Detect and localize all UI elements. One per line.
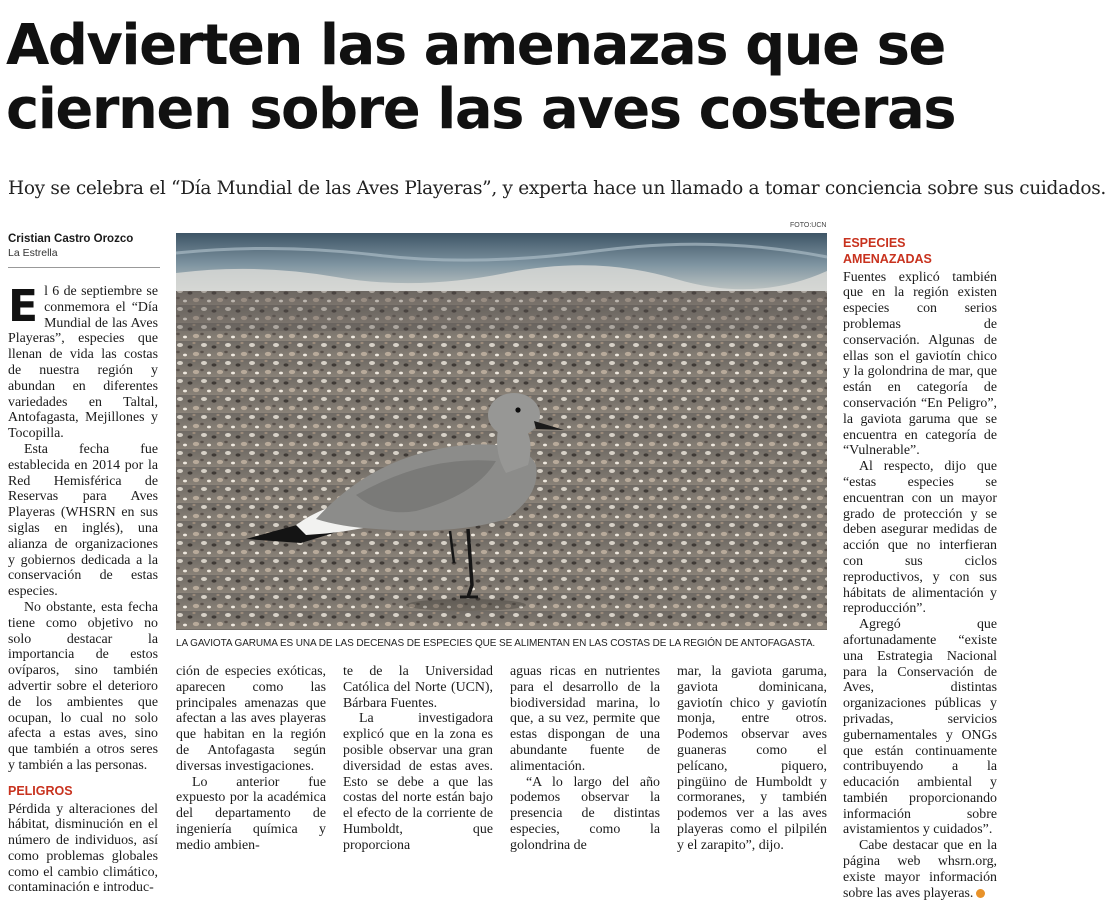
paragraph: Agregó que afortunadamente “existe una Estrategia Nacional para la Conservación de Aves, distintas organizaciones públicas y privadas, servicios gubernamentales y ONGs que están continuamente contribuyendo a la educación ambiental y también proporcionando información sobre avistamientos y cuidados”. [843, 617, 997, 838]
article-column-3 [343, 664, 493, 853]
paragraph: No obstante, esta fecha tiene como objetivo no solo destacar la importancia de estos ovíparos, sino también advertir sobre el deterioro de los ambientes que ocupan, lo cual no solo afecta a estas aves, sino que también a otros seres y también a las personas. [8, 599, 158, 773]
article-column-5 [677, 664, 827, 853]
paragraph: “A lo largo del año podemos observar la presencia de distintas especies, como la golondrina de [510, 774, 660, 853]
byline-author: Cristian Castro Orozco [8, 233, 134, 245]
end-of-article-icon [976, 889, 985, 898]
article-column-6 [843, 236, 997, 901]
section-heading-especies-amenazadas: ESPECIES AMENAZADAS [843, 236, 932, 266]
paragraph: mar, la gaviota garuma, gaviota dominicana, gaviotín chico y gaviotín monja, entre otros. Podemos observar aves guaneras como el pelícano, piquero, pingüino de Humboldt y cormoranes, y también podemos ver a las aves playeras como el pilpilén y el zarapito”, dijo. [677, 664, 827, 853]
subheadline: Hoy se celebra el “Día Mundial de las Aves Playeras”, y experta hace un llamado a tomar conciencia sobre sus cuidados. [8, 178, 1106, 199]
headline: Advierten las amenazas que se ciernen sobre las aves costeras [6, 13, 956, 142]
paragraph: l 6 de septiembre se conmemora el “Día Mundial de las Aves Playeras”, especies que llenan de vida las costas de nuestra región y abundan en diferentes variedades en Taltal, Antofagasta, Mejillones y Tocopilla. [8, 284, 158, 442]
paragraph-final-text: Cabe destacar que en la página web whsrn.org, existe mayor información sobre las aves playeras. [843, 838, 997, 901]
article-photo [176, 233, 827, 630]
paragraph: Esta fecha fue establecida en 2014 por la Red Hemisférica de Reservas para Aves Playeras (WHSRN en sus siglas en inglés), una alianza de organizaciones y gobiernos dedicada a la conservación de estas especies. [8, 441, 158, 600]
paragraph: La investigadora explicó que en la zona es posible observar una gran diversidad de estas aves. Esto se debe a que las costas del norte están bajo el efecto de la corriente de Humboldt, que proporciona [343, 711, 493, 853]
paragraph-final [843, 838, 997, 901]
article-column-2 [176, 664, 326, 853]
byline [8, 233, 160, 268]
paragraph: ción de especies exóticas, aparecen como las principales amenazas que afectan a las aves playeras que habitan en la región de Antofagasta según diversas investigaciones. [176, 664, 326, 774]
paragraph: te de la Universidad Católica del Norte (UCN), Bárbara Fuentes. [343, 664, 493, 711]
byline-outlet: La Estrella [8, 247, 58, 259]
gull-on-beach-image [176, 233, 827, 630]
paragraph: Fuentes explicó también que en la región existen especies con serios problemas de conservación. Algunas de ellas son el gaviotín chico y la golondrina de mar, que están en categoría de conservación “En Peligro”, la gaviota garuma que se encuentra en categoría de “Vulnerable”. [843, 269, 997, 459]
paragraph: Pérdida y alteraciones del hábitat, disminución en el número de individuos, así como problemas globales como el cambio climático, contaminación e introduc- [8, 801, 158, 896]
article-column-1 [8, 281, 158, 896]
dropcap: E [8, 281, 39, 332]
paragraph: Al respecto, dijo que “estas especies se encuentran con un mayor grado de protección y se deben asegurar medidas de acción que no interfieran con sus ciclos reproductivos, y con sus hábitats de alimentación y reproducción”. [843, 459, 997, 617]
paragraph: Lo anterior fue expuesto por la académica del departamento de ingeniería química y medio ambien- [176, 774, 326, 853]
article-column-4 [510, 664, 660, 853]
photo-credit: FOTO:UCN [790, 222, 827, 229]
section-heading-peligros: PELIGROS [8, 783, 73, 798]
paragraph: aguas ricas en nutrientes para el desarrollo de la biodiversidad marina, lo que, a su vez, permite que estas dispongan de una abundante fuente de alimentación. [510, 664, 660, 774]
photo-caption: LA GAVIOTA GARUMA ES UNA DE LAS DECENAS DE ESPECIES QUE SE ALIMENTAN EN LAS COSTAS DE LA REGIÓN DE ANTOFAGASTA. [176, 638, 816, 649]
